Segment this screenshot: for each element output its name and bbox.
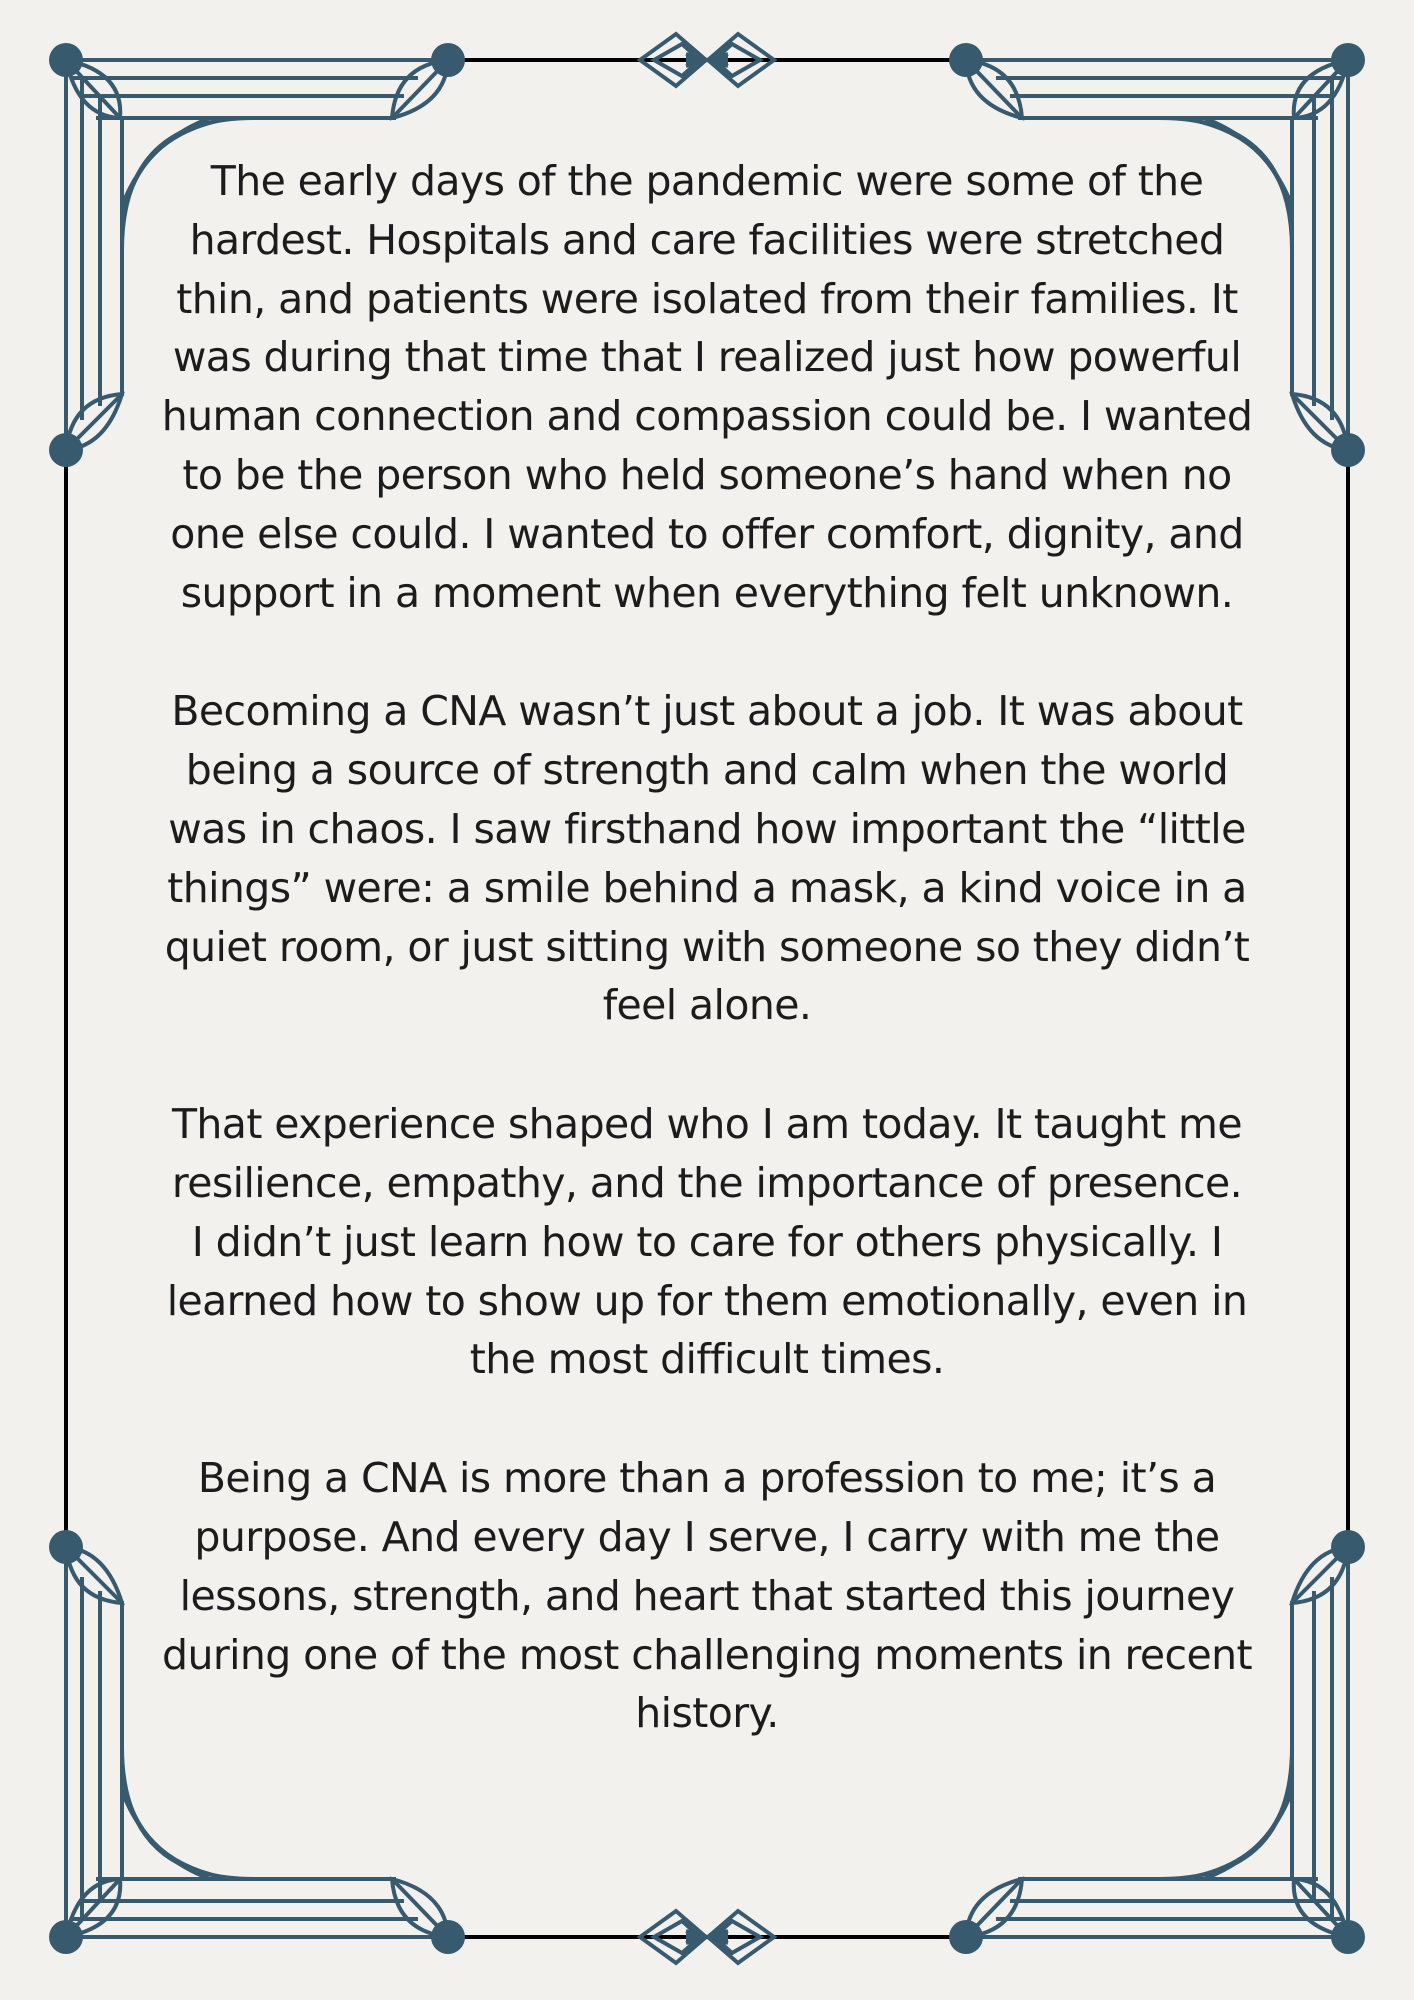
paragraph: Becoming a CNA wasn’t just about a job. It was about being a source of strength and calm when the world was in chaos. I saw firsthand how important the “little things” were: a smile behind a mask, a kind voice in a quiet room, or just sitting with someone so they didn’t feel alone. xyxy=(164,687,1250,1030)
paragraph: The early days of the pandemic were some of the hardest. Hospitals and care facilities were stretched thin, and patients were isolated from their families. It was during that time that I realized just how powerful human connection and compassion could be. I wanted to be the person who held someone’s hand when no one else could. I wanted to offer comfort, dignity, and support in a moment when everything felt unknown. xyxy=(161,157,1253,617)
paragraph: That experience shaped who I am today. It taught me resilience, empathy, and the importance of presence. I didn’t just learn how to care for others physically. I learned how to show up for them emotionally, even in the most difficult times. xyxy=(166,1100,1248,1384)
essay-body xyxy=(160,152,1254,1743)
paragraph: Being a CNA is more than a profession to me; it’s a purpose. And every day I serve, I carry with me the lessons, strength, and heart that started this journey during one of the most challenging moments in recent history. xyxy=(162,1454,1252,1738)
